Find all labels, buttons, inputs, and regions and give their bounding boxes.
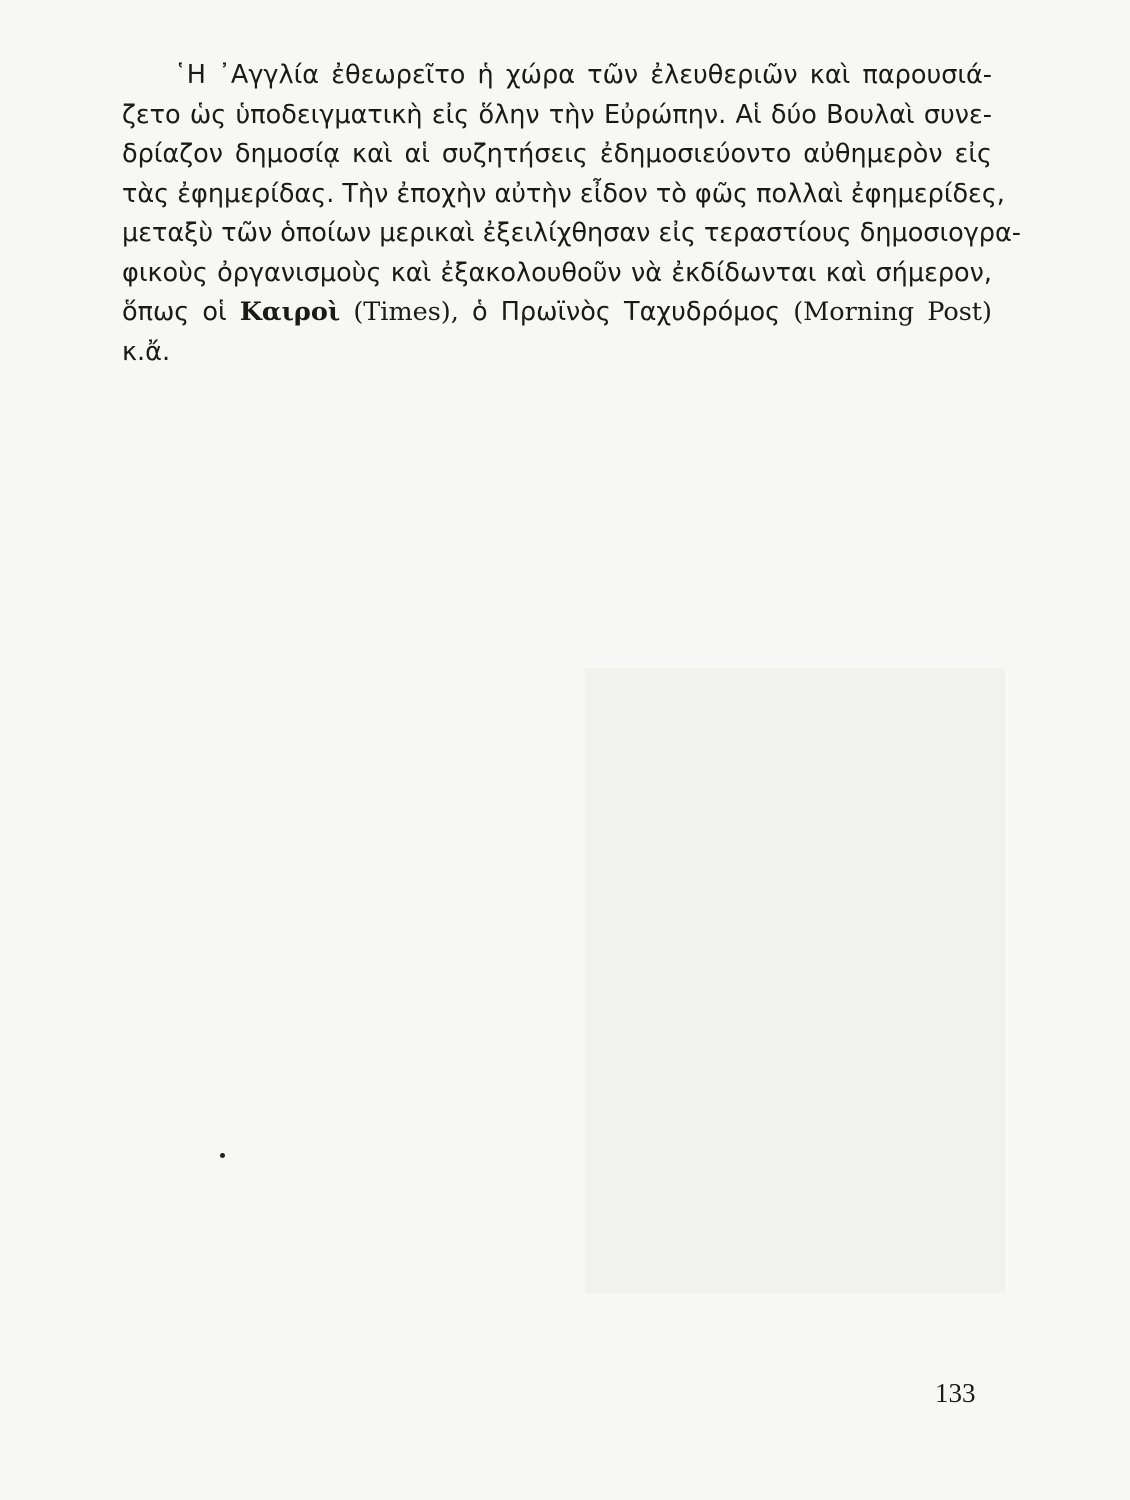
newspaper-name-times: (Times), xyxy=(340,297,472,327)
text-line-3: δρίαζον δημοσίᾳ καὶ αἱ συζητήσεις ἐδημοσιεύοντο αὐθημερὸν εἰς xyxy=(122,139,992,169)
text-line-1: ῾Η ᾿Αγγλία ἐθεωρεῖτο ἡ χώρα τῶν ἐλευθεριῶν καὶ παρουσιά- xyxy=(174,60,992,90)
newspaper-name-kairoi: Καιροὶ xyxy=(239,297,341,327)
text-line-7-start: ὅπως οἱ xyxy=(122,297,240,327)
text-line-7 xyxy=(122,293,992,333)
reverse-side-bleed-through xyxy=(585,668,1005,1293)
newspaper-name-proinos: ὁ Πρωϊνὸς Ταχυδρόμος xyxy=(471,297,794,327)
text-line-2: ζετο ὡς ὑποδειγματικὴ εἰς ὅλην τὴν Εὐρώπην. Αἱ δύο Βουλαὶ συνε- xyxy=(122,99,992,130)
body-paragraph xyxy=(122,56,1021,372)
text-line-8: κ.ἄ. xyxy=(122,336,171,367)
newspaper-name-morning-post: (Morning Post) xyxy=(793,297,992,327)
text-line-6: φικοὺς ὀργανισμοὺς καὶ ἐξακολουθοῦν νὰ ἐκδίδωνται καὶ σήμερον, xyxy=(122,257,992,288)
ink-speck xyxy=(220,1153,225,1158)
text-line-4: τὰς ἐφημερίδας. Τὴν ἐποχὴν αὐτὴν εἶδον τὸ φῶς πολλαὶ ἐφημερίδες, xyxy=(122,178,1005,209)
page-number: 133 xyxy=(935,1378,976,1408)
text-line-5: μεταξὺ τῶν ὁποίων μερικαὶ ἐξειλίχθησαν εἰς τεραστίους δημοσιογρα- xyxy=(122,218,1021,248)
